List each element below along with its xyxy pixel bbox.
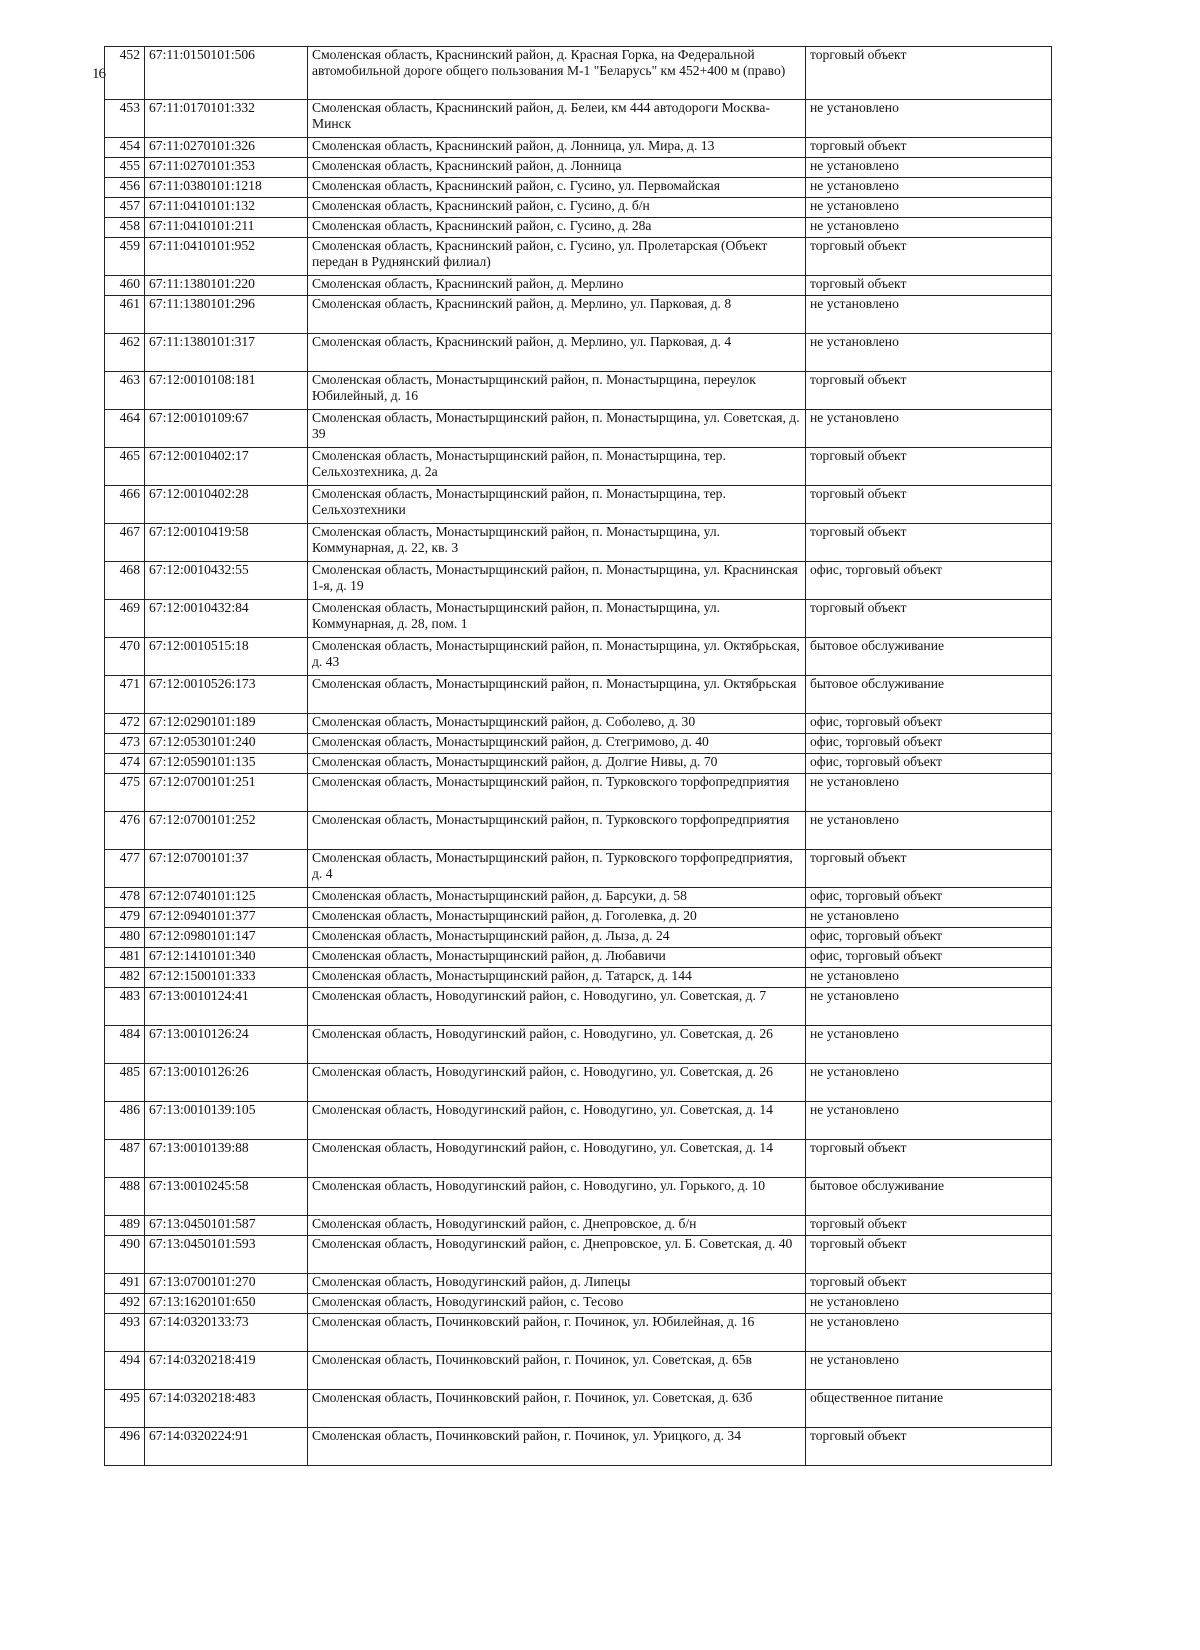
row-number-cell: 487	[105, 1140, 145, 1178]
table-row	[105, 178, 1052, 198]
row-number-cell: 465	[105, 448, 145, 486]
table-row	[105, 968, 1052, 988]
usage-type-cell: не установлено	[806, 968, 1052, 988]
address-cell: Смоленская область, Монастырщинский район, п. Монастырщина, ул. Советская, д. 39	[308, 410, 806, 448]
row-number-cell: 484	[105, 1026, 145, 1064]
table-row	[105, 158, 1052, 178]
cadastral-number-cell: 67:13:0450101:587	[145, 1216, 308, 1236]
address-cell: Смоленская область, Краснинский район, д. Мерлино	[308, 276, 806, 296]
cadastral-number-cell: 67:12:1410101:340	[145, 948, 308, 968]
address-cell: Смоленская область, Краснинский район, с. Гусино, д. 28а	[308, 218, 806, 238]
address-cell: Смоленская область, Новодугинский район, с. Днепровское, д. б/н	[308, 1216, 806, 1236]
usage-type-cell: не установлено	[806, 178, 1052, 198]
address-cell: Смоленская область, Монастырщинский район, д. Лыза, д. 24	[308, 928, 806, 948]
table-row	[105, 372, 1052, 410]
usage-type-cell: не установлено	[806, 198, 1052, 218]
usage-type-cell: торговый объект	[806, 850, 1052, 888]
table-row	[105, 928, 1052, 948]
address-cell: Смоленская область, Новодугинский район, с. Днепровское, ул. Б. Советская, д. 40	[308, 1236, 806, 1274]
cadastral-number-cell: 67:11:0380101:1218	[145, 178, 308, 198]
usage-type-cell: не установлено	[806, 334, 1052, 372]
usage-type-cell: не установлено	[806, 1064, 1052, 1102]
table-row	[105, 1314, 1052, 1352]
address-cell: Смоленская область, Монастырщинский район, п. Монастырщина, ул. Краснинская 1-я, д. 19	[308, 562, 806, 600]
row-number-cell: 468	[105, 562, 145, 600]
address-cell: Смоленская область, Починковский район, г. Починок, ул. Урицкого, д. 34	[308, 1428, 806, 1466]
address-cell: Смоленская область, Починковский район, г. Починок, ул. Юбилейная, д. 16	[308, 1314, 806, 1352]
usage-type-cell: торговый объект	[806, 448, 1052, 486]
table-row	[105, 1216, 1052, 1236]
usage-type-cell: офис, торговый объект	[806, 562, 1052, 600]
usage-type-cell: не установлено	[806, 1026, 1052, 1064]
row-number-cell: 470	[105, 638, 145, 676]
row-number-cell: 478	[105, 888, 145, 908]
usage-type-cell: торговый объект	[806, 276, 1052, 296]
table-row	[105, 486, 1052, 524]
usage-type-cell: не установлено	[806, 296, 1052, 334]
table-row	[105, 218, 1052, 238]
cadastral-number-cell: 67:13:0450101:593	[145, 1236, 308, 1274]
address-cell: Смоленская область, Новодугинский район, с. Новодугино, ул. Советская, д. 26	[308, 1026, 806, 1064]
cadastral-number-cell: 67:12:0010432:55	[145, 562, 308, 600]
address-cell: Смоленская область, Новодугинский район, с. Новодугино, ул. Советская, д. 26	[308, 1064, 806, 1102]
table-row	[105, 734, 1052, 754]
address-cell: Смоленская область, Монастырщинский район, д. Стегримово, д. 40	[308, 734, 806, 754]
row-number-cell: 466	[105, 486, 145, 524]
table-row	[105, 988, 1052, 1026]
address-cell: Смоленская область, Починковский район, г. Починок, ул. Советская, д. 65в	[308, 1352, 806, 1390]
row-number-cell: 496	[105, 1428, 145, 1466]
table-row	[105, 774, 1052, 812]
usage-type-cell: не установлено	[806, 1102, 1052, 1140]
cadastral-number-cell: 67:11:0410101:211	[145, 218, 308, 238]
page-number: 16	[92, 66, 105, 82]
cadastral-number-cell: 67:12:0010402:28	[145, 486, 308, 524]
usage-type-cell: бытовое обслуживание	[806, 638, 1052, 676]
address-cell: Смоленская область, Монастырщинский район, п. Монастырщина, ул. Коммунарная, д. 22, кв. 3	[308, 524, 806, 562]
cadastral-number-cell: 67:12:0940101:377	[145, 908, 308, 928]
table-row	[105, 1026, 1052, 1064]
cadastral-number-cell: 67:11:1380101:220	[145, 276, 308, 296]
row-number-cell: 467	[105, 524, 145, 562]
usage-type-cell: торговый объект	[806, 372, 1052, 410]
address-cell: Смоленская область, Монастырщинский район, д. Соболево, д. 30	[308, 714, 806, 734]
address-cell: Смоленская область, Краснинский район, с. Гусино, д. б/н	[308, 198, 806, 218]
table-row	[105, 334, 1052, 372]
address-cell: Смоленская область, Монастырщинский район, п. Монастырщина, тер. Сельхозтехника, д. 2а	[308, 448, 806, 486]
table-row	[105, 1390, 1052, 1428]
usage-type-cell: торговый объект	[806, 138, 1052, 158]
cadastral-number-cell: 67:12:0700101:251	[145, 774, 308, 812]
usage-type-cell: торговый объект	[806, 238, 1052, 276]
table-row	[105, 47, 1052, 100]
table-row	[105, 1274, 1052, 1294]
address-cell: Смоленская область, Новодугинский район, д. Липецы	[308, 1274, 806, 1294]
table-row	[105, 198, 1052, 218]
row-number-cell: 488	[105, 1178, 145, 1216]
address-cell: Смоленская область, Монастырщинский район, д. Любавичи	[308, 948, 806, 968]
usage-type-cell: бытовое обслуживание	[806, 676, 1052, 714]
address-cell: Смоленская область, Монастырщинский район, д. Барсуки, д. 58	[308, 888, 806, 908]
usage-type-cell: офис, торговый объект	[806, 928, 1052, 948]
cadastral-number-cell: 67:12:0010526:173	[145, 676, 308, 714]
row-number-cell: 471	[105, 676, 145, 714]
table-row	[105, 296, 1052, 334]
usage-type-cell: офис, торговый объект	[806, 948, 1052, 968]
address-cell: Смоленская область, Краснинский район, с. Гусино, ул. Пролетарская (Объект передан в Руднянский филиал)	[308, 238, 806, 276]
table-row	[105, 1236, 1052, 1274]
usage-type-cell: не установлено	[806, 218, 1052, 238]
table-row	[105, 276, 1052, 296]
address-cell: Смоленская область, Новодугинский район, с. Новодугино, ул. Советская, д. 7	[308, 988, 806, 1026]
address-cell: Смоленская область, Новодугинский район, с. Новодугино, ул. Советская, д. 14	[308, 1102, 806, 1140]
row-number-cell: 483	[105, 988, 145, 1026]
cadastral-number-cell: 67:12:0530101:240	[145, 734, 308, 754]
cadastral-number-cell: 67:13:0010124:41	[145, 988, 308, 1026]
table-row	[105, 562, 1052, 600]
row-number-cell: 456	[105, 178, 145, 198]
address-cell: Смоленская область, Монастырщинский район, п. Турковского торфопредприятия	[308, 774, 806, 812]
cadastral-number-cell: 67:12:0010108:181	[145, 372, 308, 410]
table-row	[105, 888, 1052, 908]
cadastral-number-cell: 67:11:0270101:353	[145, 158, 308, 178]
usage-type-cell: офис, торговый объект	[806, 734, 1052, 754]
cadastral-number-cell: 67:11:0410101:132	[145, 198, 308, 218]
usage-type-cell: офис, торговый объект	[806, 754, 1052, 774]
table-body	[105, 47, 1052, 1466]
row-number-cell: 452	[105, 47, 145, 100]
address-cell: Смоленская область, Новодугинский район, с. Новодугино, ул. Советская, д. 14	[308, 1140, 806, 1178]
usage-type-cell: торговый объект	[806, 600, 1052, 638]
cadastral-number-cell: 67:11:0170101:332	[145, 100, 308, 138]
table-row	[105, 410, 1052, 448]
row-number-cell: 479	[105, 908, 145, 928]
address-cell: Смоленская область, Монастырщинский район, д. Татарск, д. 144	[308, 968, 806, 988]
address-cell: Смоленская область, Монастырщинский район, д. Гоголевка, д. 20	[308, 908, 806, 928]
usage-type-cell: офис, торговый объект	[806, 714, 1052, 734]
usage-type-cell: не установлено	[806, 1314, 1052, 1352]
usage-type-cell: торговый объект	[806, 1236, 1052, 1274]
table-row	[105, 948, 1052, 968]
row-number-cell: 458	[105, 218, 145, 238]
cadastral-number-cell: 67:11:0270101:326	[145, 138, 308, 158]
cadastral-number-cell: 67:11:1380101:317	[145, 334, 308, 372]
address-cell: Смоленская область, Новодугинский район, с. Новодугино, ул. Горького, д. 10	[308, 1178, 806, 1216]
row-number-cell: 485	[105, 1064, 145, 1102]
table-row	[105, 524, 1052, 562]
table-row	[105, 1064, 1052, 1102]
cadastral-number-cell: 67:12:0980101:147	[145, 928, 308, 948]
address-cell: Смоленская область, Краснинский район, д. Лонница	[308, 158, 806, 178]
row-number-cell: 454	[105, 138, 145, 158]
address-cell: Смоленская область, Монастырщинский район, п. Монастырщина, ул. Октябрьская, д. 43	[308, 638, 806, 676]
cadastral-number-cell: 67:13:0010126:26	[145, 1064, 308, 1102]
table-row	[105, 754, 1052, 774]
row-number-cell: 464	[105, 410, 145, 448]
table-row	[105, 138, 1052, 158]
usage-type-cell: торговый объект	[806, 1140, 1052, 1178]
row-number-cell: 480	[105, 928, 145, 948]
row-number-cell: 463	[105, 372, 145, 410]
row-number-cell: 473	[105, 734, 145, 754]
usage-type-cell: торговый объект	[806, 1216, 1052, 1236]
table-row	[105, 676, 1052, 714]
row-number-cell: 486	[105, 1102, 145, 1140]
usage-type-cell: не установлено	[806, 158, 1052, 178]
table-row	[105, 100, 1052, 138]
cadastral-number-cell: 67:12:0010419:58	[145, 524, 308, 562]
row-number-cell: 457	[105, 198, 145, 218]
cadastral-number-cell: 67:11:0410101:952	[145, 238, 308, 276]
table-row	[105, 850, 1052, 888]
usage-type-cell: не установлено	[806, 100, 1052, 138]
row-number-cell: 495	[105, 1390, 145, 1428]
table-row	[105, 812, 1052, 850]
cadastral-number-cell: 67:11:1380101:296	[145, 296, 308, 334]
cadastral-number-cell: 67:12:1500101:333	[145, 968, 308, 988]
usage-type-cell: бытовое обслуживание	[806, 1178, 1052, 1216]
table-row	[105, 638, 1052, 676]
cadastral-number-cell: 67:13:0010139:105	[145, 1102, 308, 1140]
usage-type-cell: не установлено	[806, 410, 1052, 448]
table-row	[105, 1102, 1052, 1140]
row-number-cell: 474	[105, 754, 145, 774]
row-number-cell: 469	[105, 600, 145, 638]
address-cell: Смоленская область, Краснинский район, д. Красная Горка, на Федеральной автомобильной дороге общего пользования М-1 "Беларусь" км 452+400 м (право)	[308, 47, 806, 100]
address-cell: Смоленская область, Краснинский район, д. Лонница, ул. Мира, д. 13	[308, 138, 806, 158]
row-number-cell: 462	[105, 334, 145, 372]
cadastral-number-cell: 67:13:1620101:650	[145, 1294, 308, 1314]
cadastral-number-cell: 67:12:0700101:252	[145, 812, 308, 850]
table-row	[105, 1428, 1052, 1466]
address-cell: Смоленская область, Новодугинский район, с. Тесово	[308, 1294, 806, 1314]
usage-type-cell: торговый объект	[806, 1274, 1052, 1294]
table-row	[105, 714, 1052, 734]
row-number-cell: 475	[105, 774, 145, 812]
cadastral-number-cell: 67:14:0320218:483	[145, 1390, 308, 1428]
table-row	[105, 600, 1052, 638]
usage-type-cell: не установлено	[806, 774, 1052, 812]
address-cell: Смоленская область, Краснинский район, с. Гусино, ул. Первомайская	[308, 178, 806, 198]
cadastral-number-cell: 67:12:0010402:17	[145, 448, 308, 486]
cadastral-number-cell: 67:12:0290101:189	[145, 714, 308, 734]
cadastral-number-cell: 67:12:0010109:67	[145, 410, 308, 448]
row-number-cell: 461	[105, 296, 145, 334]
address-cell: Смоленская область, Краснинский район, д. Мерлино, ул. Парковая, д. 8	[308, 296, 806, 334]
address-cell: Смоленская область, Монастырщинский район, п. Монастырщина, тер. Сельхозтехники	[308, 486, 806, 524]
row-number-cell: 491	[105, 1274, 145, 1294]
address-cell: Смоленская область, Монастырщинский район, п. Турковского торфопредприятия, д. 4	[308, 850, 806, 888]
cadastral-number-cell: 67:12:0010515:18	[145, 638, 308, 676]
address-cell: Смоленская область, Краснинский район, д. Белеи, км 444 автодороги Москва-Минск	[308, 100, 806, 138]
usage-type-cell: торговый объект	[806, 524, 1052, 562]
table-row	[105, 1294, 1052, 1314]
usage-type-cell: не установлено	[806, 988, 1052, 1026]
cadastral-number-cell: 67:14:0320218:419	[145, 1352, 308, 1390]
row-number-cell: 490	[105, 1236, 145, 1274]
cadastral-number-cell: 67:12:0010432:84	[145, 600, 308, 638]
usage-type-cell: не установлено	[806, 812, 1052, 850]
row-number-cell: 493	[105, 1314, 145, 1352]
usage-type-cell: не установлено	[806, 908, 1052, 928]
cadastral-number-cell: 67:12:0700101:37	[145, 850, 308, 888]
address-cell: Смоленская область, Монастырщинский район, д. Долгие Нивы, д. 70	[308, 754, 806, 774]
cadastral-number-cell: 67:13:0700101:270	[145, 1274, 308, 1294]
row-number-cell: 453	[105, 100, 145, 138]
usage-type-cell: не установлено	[806, 1294, 1052, 1314]
cadastral-number-cell: 67:12:0590101:135	[145, 754, 308, 774]
table-row	[105, 1352, 1052, 1390]
usage-type-cell: общественное питание	[806, 1390, 1052, 1428]
table-row	[105, 1140, 1052, 1178]
address-cell: Смоленская область, Монастырщинский район, п. Монастырщина, ул. Коммунарная, д. 28, пом. 1	[308, 600, 806, 638]
row-number-cell: 460	[105, 276, 145, 296]
address-cell: Смоленская область, Монастырщинский район, п. Монастырщина, ул. Октябрьская	[308, 676, 806, 714]
usage-type-cell: торговый объект	[806, 486, 1052, 524]
address-cell: Смоленская область, Починковский район, г. Починок, ул. Советская, д. 63б	[308, 1390, 806, 1428]
cadastral-number-cell: 67:11:0150101:506	[145, 47, 308, 100]
usage-type-cell: торговый объект	[806, 47, 1052, 100]
cadastral-number-cell: 67:14:0320224:91	[145, 1428, 308, 1466]
table-row	[105, 238, 1052, 276]
cadastral-number-cell: 67:14:0320133:73	[145, 1314, 308, 1352]
usage-type-cell: торговый объект	[806, 1428, 1052, 1466]
table-row	[105, 908, 1052, 928]
row-number-cell: 482	[105, 968, 145, 988]
row-number-cell: 472	[105, 714, 145, 734]
row-number-cell: 455	[105, 158, 145, 178]
row-number-cell: 494	[105, 1352, 145, 1390]
cadastral-number-cell: 67:13:0010245:58	[145, 1178, 308, 1216]
cadastral-number-cell: 67:13:0010126:24	[145, 1026, 308, 1064]
row-number-cell: 459	[105, 238, 145, 276]
row-number-cell: 481	[105, 948, 145, 968]
row-number-cell: 489	[105, 1216, 145, 1236]
address-cell: Смоленская область, Монастырщинский район, п. Турковского торфопредприятия	[308, 812, 806, 850]
usage-type-cell: офис, торговый объект	[806, 888, 1052, 908]
row-number-cell: 476	[105, 812, 145, 850]
cadastral-number-cell: 67:13:0010139:88	[145, 1140, 308, 1178]
row-number-cell: 492	[105, 1294, 145, 1314]
address-cell: Смоленская область, Краснинский район, д. Мерлино, ул. Парковая, д. 4	[308, 334, 806, 372]
table-row	[105, 1178, 1052, 1216]
row-number-cell: 477	[105, 850, 145, 888]
table-row	[105, 448, 1052, 486]
address-cell: Смоленская область, Монастырщинский район, п. Монастырщина, переулок Юбилейный, д. 16	[308, 372, 806, 410]
usage-type-cell: не установлено	[806, 1352, 1052, 1390]
cadastral-number-cell: 67:12:0740101:125	[145, 888, 308, 908]
property-registry-table	[104, 46, 1052, 1466]
